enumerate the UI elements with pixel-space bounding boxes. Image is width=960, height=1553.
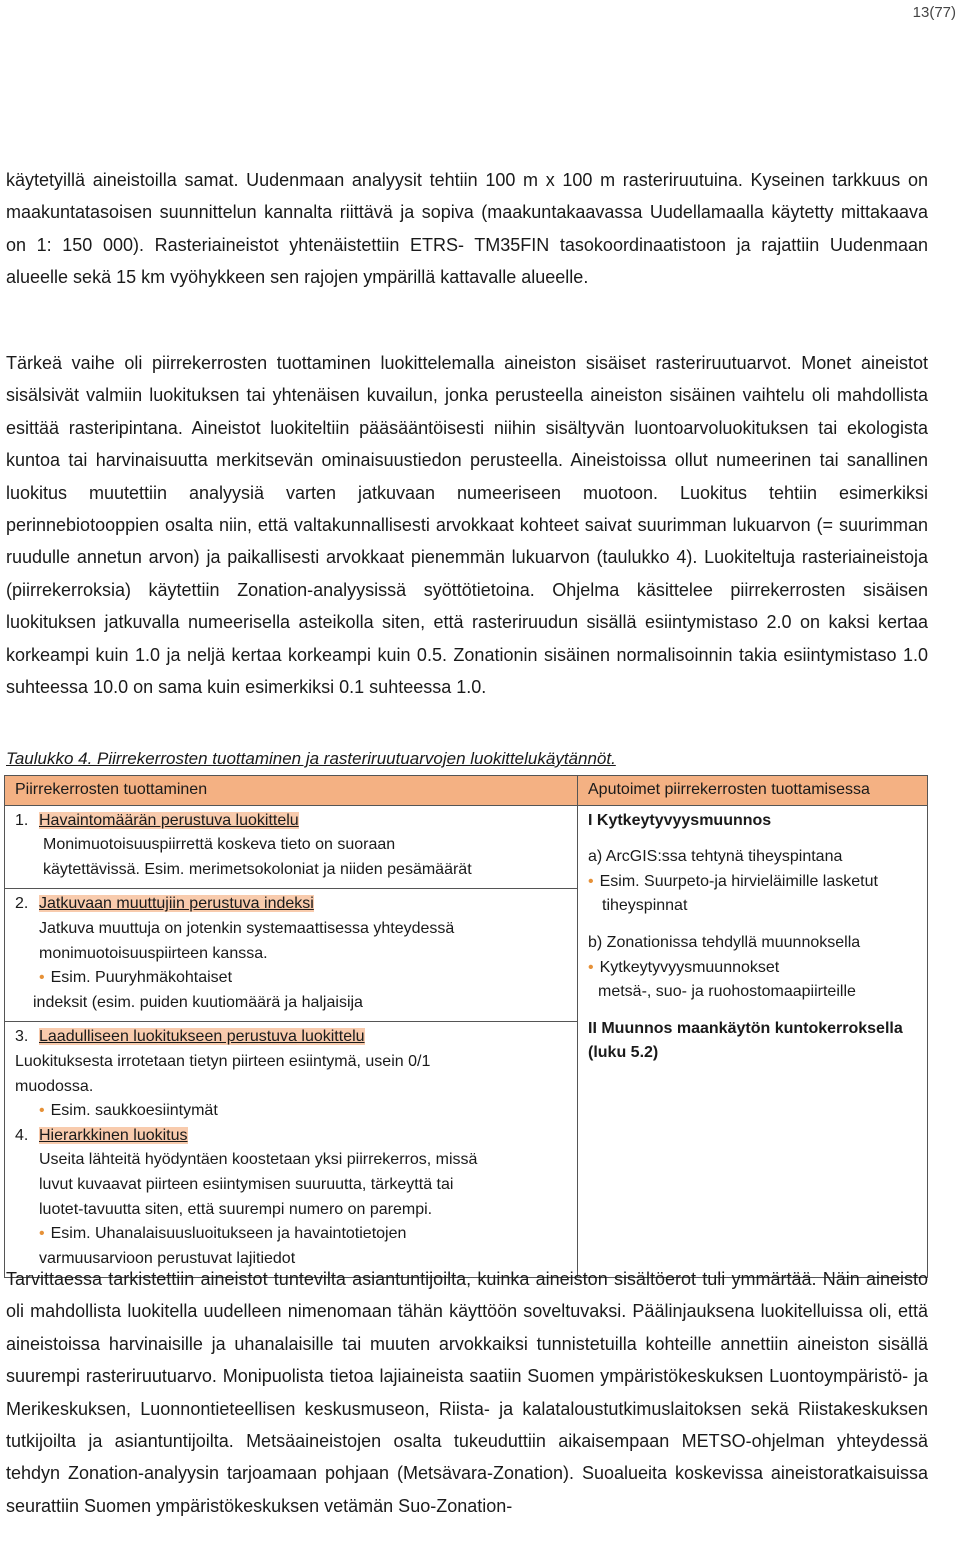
bullet-icon: •: [39, 1225, 45, 1243]
classification-table: [4, 775, 928, 1278]
section-2-line: monimuotoisuuspiirteen kanssa.: [39, 944, 268, 962]
paragraph-1: käytetyillä aineistoilla samat. Uudenmaan analyysit tehtiin 100 m x 100 m rasteriruutuina. Kyseinen tarkkuus on maakuntatasoisen suunnittelun kannalta riittävä ja sopiva (maakuntakaavassa Uudellamaalla käytetty mittakaava on 1: 150 000). Rasteriaineistot yhtenäistettiin ETRS- TM35FIN tasokoordinaatistoon ja rajattiin Uudenmaan alueelle sekä 15 km vyöhykkeen sen rajojen ympärillä kattavalle alueelle.: [6, 170, 928, 288]
section-1-number: 1.: [15, 811, 29, 829]
section-3-line: Esim. saukkoesiintymät: [50, 1102, 218, 1120]
section-4-title: Hierarkkinen luokitus: [39, 1126, 188, 1144]
page-number: 13(77): [912, 4, 956, 21]
section-1-title: Havaintomäärän perustuva luokittelu: [39, 811, 299, 829]
section-2-line: indeksit (esim. puiden kuutiomäärä ja haljaisija: [33, 993, 363, 1011]
section-4-line: Esim. Uhanalaisuusluoitukseen ja havaintotietojen: [50, 1225, 407, 1243]
table-header-left: Piirrekerrosten tuottaminen: [5, 776, 578, 806]
paragraph-3: Tarvittaessa tarkistettiin aineistot tuntevilta asiantuntijoilta, kuinka aineiston sisältöerot tuli ymmärtää. Näin aineisto oli mahdollista luokitella uudelleen nimenomaan tähän käyttöön soveltuvaksi. Päälinjauksena luokitelluissa oli, että aineistoissa harvinaisille ja uhanalaisille tai muuten arvokkaiksi tunnistetuilla kohteille annettiin aineiston sisällä suurempi rasteriruutuarvo. Monipuolista tietoa lajiaineista saatiin Suomen ympäristökeskuksen Luontoympäristö- ja Merikeskuksen, Luonnontieteellisen keskusmuseon, Riista- ja kalataloustutkimuslaitoksen sekä Riistakeskuksen tutkijoilta ja asiantuntijoilta. Metsäaineistojen osalta tukeuduttiin aikaisempaan METSO-ohjelman yhteydessä tehdyn Zonation-analyysin tarjoamaan pohjaan (Metsävara-Zonation). Suoalueita koskevissa aineistoratkaisuissa seurattiin Suomen ympäristökeskuksen vetämän Suo-Zonation-: [6, 1269, 928, 1516]
bullet-icon: •: [39, 1102, 45, 1120]
section-3-line: Luokituksesta irrotetaan tietyn piirteen esiintymä, usein 0/1: [15, 1052, 431, 1070]
right-line: Kytkeytyvyysmuunnokset: [599, 958, 780, 976]
right-line: I Kytkeytyvyysmuunnos: [588, 811, 772, 829]
section-3-title: Laadulliseen luokitukseen perustuva luokittelu: [39, 1028, 365, 1046]
bullet-icon: •: [588, 958, 594, 976]
bullet-icon: •: [588, 872, 594, 890]
section-1: [5, 806, 577, 890]
section-3-line: muodossa.: [15, 1077, 94, 1095]
section-3-number: 3.: [15, 1028, 29, 1046]
right-line: (luku 5.2): [588, 1044, 659, 1062]
section-4-line: Useita lähteitä hyödyntäen koostetaan yksi piirrekerros, missä: [39, 1151, 478, 1169]
right-line: tiheyspinnat: [602, 897, 688, 915]
section-1-line: Monimuotoisuuspiirrettä koskeva tieto on suoraan: [43, 836, 396, 854]
section-4-line: luotet-tavuutta siten, että suurempi numero on parempi.: [39, 1200, 433, 1218]
right-line: a) ArcGIS:ssa tehtynä tiheyspintana: [588, 848, 843, 866]
right-line: metsä-, suo- ja ruohostomaapiirteille: [598, 983, 856, 1001]
section-3: [5, 1022, 577, 1277]
table-cell-right: [578, 805, 928, 1278]
right-line: II Muunnos maankäytön kuntokerroksella: [588, 1019, 903, 1037]
section-2-title: Jatkuvaan muuttujiin perustuva indeksi: [39, 895, 314, 913]
paragraph-2: Tärkeä vaihe oli piirrekerrosten tuottaminen luokittelemalla aineiston sisäiset rasteriruutuarvot. Monet aineistot sisälsivät valmiin luokituksen tai yhtenäisen kuvailun, jonka perusteella aineiston sisäinen vaihtelu oli mahdollista esittää rasteripintana. Aineistot luokiteltiin pääsääntöisesti niihin sisältyvän luontoarvoluokituksen tai ekologista kuntoa tai harvinaisuutta merkitsevän ominaisuustiedon perusteella. Aineistoissa ollut numeerinen tai sanallinen luokitus muutettiin analyysiä varten jatkuvaan numeeriseen muotoon. Luokitus tehtiin esimerkiksi perinnebiotooppien osalta niin, että valtakunnallisesti arvokkaat kohteet saivat suurimman lukuarvon (= suurimman ruudulle annetun arvon) ja paikallisesti arvokkaat pienemmän lukuarvon (taulukko 4). Luokiteltuja rasteriaineistoja (piirrekerroksia) käytettiin Zonation-analyysissä syöttötietoina. Ohjelma käsittelee piirrekerrosten sisäisen luokituksen jatkuvalla numeerisella asteikolla siten, että rasteriruudun sisällä esiintymistaso 2.0 on kaksi kertaa korkeampi kuin 1.0 ja neljä kertaa korkeampi kuin 0.5. Zonationin sisäinen normalisoinnin takia esiintymistaso 1.0 suhteessa 10.0 on sama kuin esimerkiksi 0.1 suhteessa 1.0.: [6, 353, 928, 698]
table-header-right: Aputoimet piirrekerrosten tuottamisessa: [578, 776, 928, 806]
bullet-icon: •: [39, 969, 45, 987]
section-2-number: 2.: [15, 895, 29, 913]
section-2-line: Jatkuva muuttuja on jotenkin systemaattisessa yhteydessä: [39, 919, 455, 937]
table-cell-left: [5, 805, 578, 1278]
section-4-line: varmuusarvioon perustuvat lajitiedot: [39, 1249, 296, 1267]
section-4-line: luvut kuvaavat piirteen esiintymisen suuruutta, tärkeyttä tai: [39, 1175, 454, 1193]
section-2-line: Esim. Puuryhmäkohtaiset: [50, 969, 233, 987]
right-column-content: [578, 806, 927, 1072]
section-2: [5, 889, 577, 1022]
right-line: b) Zonationissa tehdyllä muunnoksella: [588, 933, 861, 951]
section-1-line: käytettävissä. Esim. merimetsokoloniat ja niiden pesämäärät: [43, 860, 472, 878]
section-4-number: 4.: [15, 1126, 29, 1144]
table-caption: Taulukko 4. Piirrekerrosten tuottaminen ja rasteriruutuarvojen luokittelukäytännöt.: [6, 749, 616, 768]
right-line: Esim. Suurpeto-ja hirvieläimille lasketut: [599, 872, 878, 890]
